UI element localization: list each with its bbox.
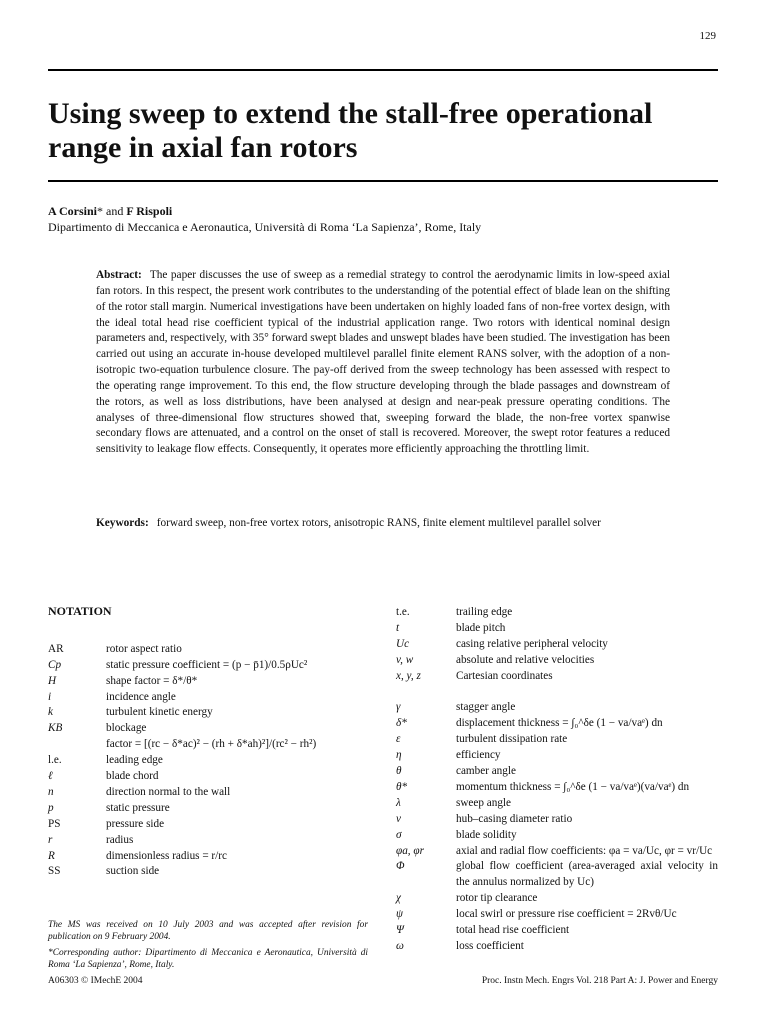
notation-definition: total head rise coefficient: [456, 924, 570, 937]
keywords-text: forward sweep, non-free vortex rotors, anisotropic RANS, finite element multilevel parallel solver: [156, 517, 601, 529]
notation-symbol: r: [48, 833, 53, 846]
notation-row: [48, 801, 426, 817]
notation-symbol: x, y, z: [396, 669, 421, 682]
notation-row: [48, 658, 426, 674]
notation-right-table: [396, 605, 718, 955]
notation-left-table: [48, 610, 426, 880]
notation-definition: static pressure coefficient = (p − p̄1)/0.5ρUc²: [106, 658, 308, 671]
notation-definition: camber angle: [456, 765, 516, 778]
notation-definition: stagger angle: [456, 701, 516, 714]
notation-symbol: R: [48, 849, 55, 862]
notation-definition: local swirl or pressure rise coefficient = 2Rvθ/Uc: [456, 908, 677, 921]
page-number: 129: [699, 30, 716, 42]
notation-symbol: i: [48, 690, 52, 703]
notation-symbol: Φ: [396, 860, 405, 873]
notation-definition: Cartesian coordinates: [456, 669, 553, 682]
notation-symbol: l.e.: [48, 754, 62, 767]
notation-symbol: ν: [396, 812, 401, 825]
notation-row: [48, 705, 426, 721]
notation-definition: turbulent dissipation rate: [456, 733, 568, 746]
notation-symbol: δ*: [396, 717, 407, 730]
author-2: F Rispoli: [126, 204, 173, 218]
notation-row: [396, 907, 718, 923]
notation-row: [396, 669, 718, 685]
notation-definition: blade pitch: [456, 621, 506, 634]
notation-symbol: k: [48, 706, 53, 719]
author-conjunction: and: [103, 204, 127, 218]
keywords: [96, 516, 670, 532]
notation-symbol: χ: [396, 892, 401, 905]
notation-symbol: Ψ: [396, 924, 404, 937]
author-1: A Corsini: [48, 204, 98, 218]
notation-row: [48, 642, 426, 658]
notation-row: [396, 939, 718, 955]
notation-definition: hub–casing diameter ratio: [456, 812, 573, 825]
notation-row: [396, 653, 718, 669]
notation-row: [48, 674, 426, 690]
notation-definition: suction side: [106, 865, 160, 878]
notation-definition: global flow coefficient (area-averaged axial velocity in the annulus normalized by Uc): [456, 860, 718, 889]
notation-row: [48, 769, 426, 785]
author-line: [48, 204, 172, 219]
affiliation: Dipartimento di Meccanica e Aeronautica, Università di Roma ‘La Sapienza’, Rome, Italy: [48, 220, 482, 234]
notation-symbol: H: [48, 674, 57, 687]
notation-definition: momentum thickness = ∫₀^δe (1 − va/vaᵉ)(va/vaᵉ) dn: [456, 780, 690, 793]
notation-row: [48, 690, 426, 706]
notation-row: [396, 923, 718, 939]
notation-row: [48, 817, 426, 833]
notation-definition: trailing edge: [456, 606, 513, 618]
notation-definition: casing relative peripheral velocity: [456, 637, 608, 650]
notation-row: [396, 621, 718, 637]
notation-definition: static pressure: [106, 801, 170, 814]
abstract-text: The paper discusses the use of sweep as a remedial strategy to control the aerodynamic limits in low-speed axial fan rotors. In this respect, the present work contributes to the understanding of the potential effect of blade lean on the shifting of the rotor stall margin. Numerical investigations have been undertaken on highly loaded fans of non-free vortex design, with the ideal total head rise coefficient typical of the industrial application range. Two rotors with identical nominal design parameters and, respectively, with 35° forward swept blades and unswept blades have been studied. The investigation has been carried out using an accurate in-house developed multilevel parallel finite element RANS solver, with the adoption of a non-isotropic two-equation turbulence closure. The pay-off derived from the sweep technology has been assessed with respect to the operating range improvement. To this end, the flow structure developing through the blade passages and downstream of the rotors, as well as loss distributions, have been analysed at design and near-peak pressure operating conditions. The analyses of three-dimensional flow structures showed that, sweeping forward the blade, the non-free vortex spanwise secondary flows are attenuated, and a control on the onset of stall is recovered. Moreover, the swept rotor features a reduced sensitivity to leakage flow effects. Consequently, it operates more efficiently approaching the throttling limit.: [96, 269, 670, 456]
abstract-label: Abstract:: [96, 269, 142, 281]
notation-definition: absolute and relative velocities: [456, 653, 595, 666]
notation-definition: radius: [106, 833, 134, 846]
keywords-label: Keywords:: [96, 517, 149, 529]
notation-symbol: t.e.: [396, 606, 410, 618]
received-footnote: The MS was received on 10 July 2003 and was accepted after revision for publication on 9 February 2004.: [48, 920, 368, 942]
notation-row: [396, 891, 718, 907]
notation-definition: efficiency: [456, 749, 501, 762]
notation-definition: factor = [(rc − δ*ac)² − (rh + δ*ah)²]/(rc² − rh²): [106, 738, 317, 751]
notation-row: [396, 637, 718, 653]
notation-definition: loss coefficient: [456, 940, 524, 953]
notation-definition: blade solidity: [456, 828, 517, 841]
notation-symbol: θ: [396, 765, 402, 778]
notation-definition: rotor aspect ratio: [106, 642, 182, 655]
notation-row: [396, 700, 718, 716]
notation-row: [396, 748, 718, 764]
notation-symbol: KB: [48, 722, 63, 735]
notation-symbol: AR: [48, 642, 64, 655]
notation-symbol: ψ: [396, 908, 403, 921]
notation-definition: blockage: [106, 722, 147, 735]
corresponding-marker: *: [97, 204, 104, 218]
notation-row: [48, 785, 426, 801]
notation-symbol: v, w: [396, 653, 414, 666]
notation-definition: leading edge: [106, 754, 163, 767]
notation-symbol: γ: [396, 701, 401, 714]
notation-row: [396, 796, 718, 812]
notation-row: [48, 833, 426, 849]
notation-symbol: [48, 737, 106, 753]
notation-row: [396, 716, 718, 732]
title-rule: [48, 180, 718, 182]
footer-copyright: A06303 © IMechE 2004: [48, 976, 143, 986]
notation-row: [48, 849, 426, 865]
notation-symbol: ω: [396, 940, 404, 953]
notation-symbol: PS: [48, 817, 61, 830]
notation-symbol: p: [48, 801, 54, 814]
notation-row: [48, 864, 426, 880]
notation-row: [396, 812, 718, 828]
notation-definition: incidence angle: [106, 690, 176, 703]
notation-definition: turbulent kinetic energy: [106, 706, 213, 719]
notation-row: [48, 737, 426, 753]
notation-row: [48, 753, 426, 769]
notation-definition: shape factor = δ*/θ*: [106, 674, 198, 687]
notation-row: [396, 859, 718, 891]
notation-symbol: λ: [396, 796, 401, 809]
notation-definition: direction normal to the wall: [106, 785, 231, 798]
notation-definition: rotor tip clearance: [456, 892, 538, 905]
notation-row: [396, 764, 718, 780]
notation-definition: sweep angle: [456, 796, 511, 809]
notation-definition: blade chord: [106, 770, 159, 783]
notation-symbol: SS: [48, 865, 61, 878]
notation-definition: displacement thickness = ∫₀^δe (1 − va/vaᵉ) dn: [456, 717, 663, 730]
notation-symbol: σ: [396, 828, 402, 841]
notation-symbol: Uc: [396, 637, 410, 650]
notation-symbol: n: [48, 785, 54, 798]
notation-row: [396, 605, 718, 621]
notation-symbol: φa, φr: [396, 844, 424, 857]
notation-symbol: η: [396, 749, 402, 762]
notation-row: [396, 780, 718, 796]
notation-symbol: Cp: [48, 658, 62, 671]
notation-symbol: t: [396, 621, 400, 634]
notation-row: [396, 844, 718, 860]
notation-symbol: ℓ: [48, 770, 53, 783]
notation-definition: dimensionless radius = r/rc: [106, 849, 227, 862]
notation-definition: pressure side: [106, 817, 165, 830]
notation-row: [48, 721, 426, 737]
footer-journal: Proc. Instn Mech. Engrs Vol. 218 Part A: J. Power and Energy: [481, 976, 718, 986]
paper-title: Using sweep to extend the stall-free operational range in axial fan rotors: [48, 97, 653, 164]
notation-symbol: θ*: [396, 780, 408, 793]
corresponding-author-footnote: *Corresponding author: Dipartimento di Meccanica e Aeronautica, Università di Roma ‘La Sapienza’, Rome, Italy.: [48, 948, 368, 970]
notation-heading: NOTATION: [48, 604, 112, 618]
notation-symbol: ε: [396, 733, 401, 746]
notation-row: [396, 732, 718, 748]
notation-definition: axial and radial flow coefficients: φa = va/Uc, φr = vr/Uc: [456, 844, 713, 857]
abstract: [96, 268, 670, 458]
top-rule: [48, 69, 718, 71]
notation-row: [396, 828, 718, 844]
